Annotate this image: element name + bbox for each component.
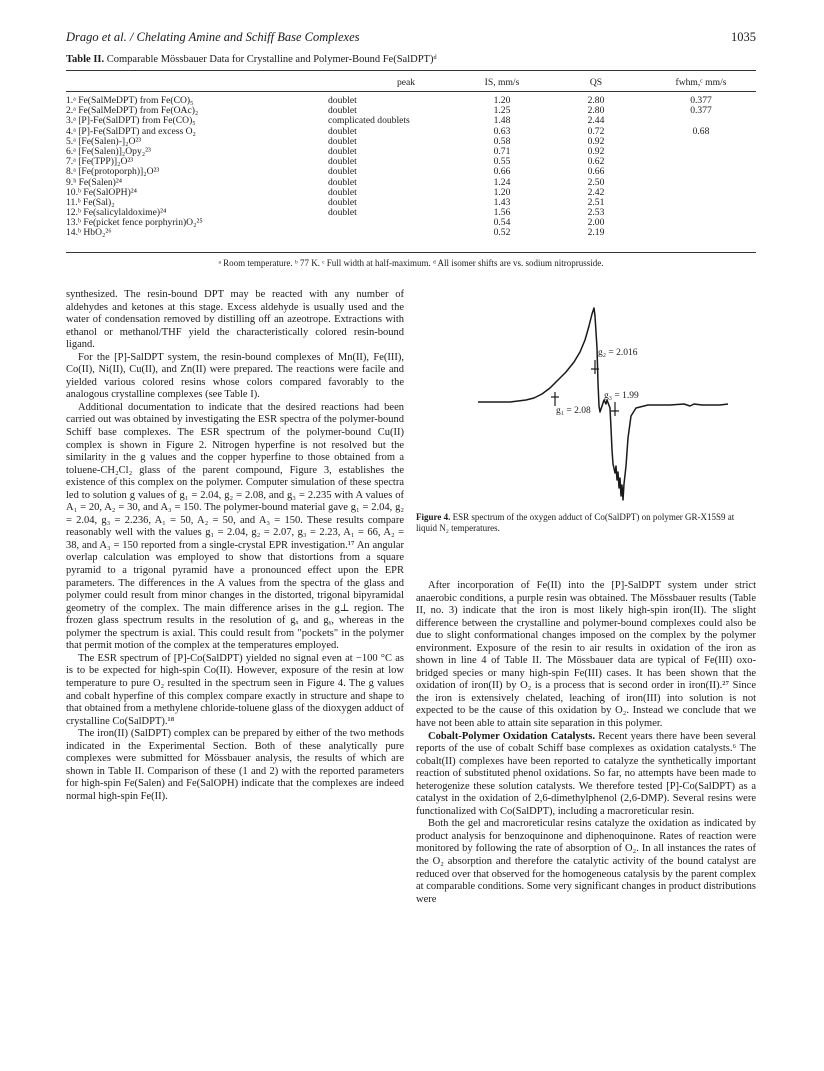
quadrupole-splitting-cell: 0.66 bbox=[587, 166, 605, 178]
mossbauer-table bbox=[66, 78, 756, 239]
isomer-shift-cell: 0.63 bbox=[493, 125, 511, 137]
compound-cell: 11.ᵇ Fe(Sal)₂ bbox=[66, 196, 115, 208]
g3-label: g₃ = 1.99 bbox=[604, 391, 639, 401]
quadrupole-splitting-cell: 0.92 bbox=[587, 135, 605, 147]
paragraph: Additional documentation to indicate that the desired reactions had been carried out was obtained by investigating the ESR spectra of the polymer-bound Schiff base complexes. The ESR spectrum of the polymer-bound Cu(II) complex is shown in Figure 2. Nitrogen hyperfine is not resolved but the similarity in the g values and the copper hyperfine to those obtained from a toluene-CH₂Cl₂ glass of the parent compound, Figure 3, establishes the existence of this complex on the polymer. Computer simulation of these spectra led to solution g values of g₁ = 2.04, g₂ = 2.08, and g₃ = 2.235 with A values of A₁ = 20, A₂ = 30, and A₃ = 150. The polymer-bound material gave g₁ = 2.04, g₂ = 2.04, g₃ = 2.236, A₁ = 50, A₂ = 50, and A₃ = 150. These results compare reasonably well with the values g₁ = 2.04, g₂ = 2.07, g₃ = 2.23, A₁ = 66, A₂ = 38, and A₃ = 150 reported from a single-crystal EPR investigation.¹⁷ An angular overlap calculation was employed to show that distortions from a square pyramid to a trigonal pyramid have a pronounced effect upon the EPR parameters. The differences in the A values from the spectra of the glass and polymer could result from minor changes in the distorted, trigonal bipyramidal geometry of the complex. The main difference arises in the g⊥ region. The frozen glass spectrum results in the resolution of gₓ and gᵧ, whereas in the polymer the spectrum is axial. This could result from "pockets" in the polymer that permit motion of the complex at the temperatures employed. bbox=[66, 401, 404, 652]
peak-cell: doublet bbox=[328, 176, 357, 188]
peak-cell: doublet bbox=[328, 125, 357, 137]
quadrupole-splitting-cell: 2.51 bbox=[587, 196, 605, 208]
peak-cell: doublet bbox=[328, 166, 357, 178]
compound-cell: 6.ᵃ [Fe(Salen)]₂Opy₂²³ bbox=[66, 145, 151, 157]
isomer-shift-cell: 1.20 bbox=[493, 95, 511, 106]
table-row bbox=[66, 127, 756, 137]
paragraph: After incorporation of Fe(II) into the [P]-SalDPT system under strict anaerobic conditions, a purple resin was obtained. The Mössbauer results (Table II, no. 3) indicate that the iron is most likely high-spin iron(II). The slight difference between the crystalline and polymer-bound complexes could also be due to slight conformational changes imposed on the complex by the polymer environment. Exposure of the resin to air results in oxidation of the iron as shown in line 4 of Table II. The Mössbauer data are typical of Fe(III) oxo-bridged species or many high-spin Fe(III) cases. It has been shown that the oxidation of iron(II) by O₂ is a process that is second order in iron(II).²⁷ Since the iron is extensively chelated, leaching of iron(III) into solution is not expected to be the cause of this oxidation by O₂. Instead we conclude that we have not been able to attain site separation in this polymer. bbox=[416, 580, 756, 730]
section-heading: Cobalt-Polymer Oxidation Catalysts. bbox=[428, 730, 595, 742]
isomer-shift-cell: 1.24 bbox=[493, 176, 511, 188]
isomer-shift-cell: 0.58 bbox=[493, 135, 511, 147]
isomer-shift-cell: 0.55 bbox=[493, 156, 511, 168]
table-row bbox=[66, 157, 756, 167]
compound-cell: 1.ᵃ Fe(SalMeDPT) from Fe(CO)₅ bbox=[66, 95, 194, 106]
right-column bbox=[416, 580, 756, 906]
table-row bbox=[66, 178, 756, 188]
quadrupole-splitting-cell: 2.80 bbox=[587, 105, 605, 117]
table-row bbox=[66, 167, 756, 177]
running-head bbox=[66, 30, 756, 48]
peak-cell: doublet bbox=[328, 145, 357, 157]
quadrupole-splitting-cell: 2.00 bbox=[587, 217, 605, 229]
quadrupole-splitting-cell: 0.92 bbox=[587, 145, 605, 157]
running-head-title: Drago et al. / Chelating Amine and Schiff Base Complexes bbox=[66, 30, 360, 44]
isomer-shift-cell: 1.25 bbox=[493, 105, 511, 117]
g1-label: g₁ = 2.08 bbox=[556, 406, 591, 416]
quadrupole-splitting-cell: 2.50 bbox=[587, 176, 605, 188]
esr-spectrum-trace bbox=[478, 308, 728, 500]
column-header: fwhm,ᶜ mm/s bbox=[675, 77, 727, 88]
peak-cell: doublet bbox=[328, 186, 357, 198]
peak-cell: doublet bbox=[328, 196, 357, 208]
compound-cell: 9.ᵇ Fe(Salen)²⁴ bbox=[66, 176, 123, 188]
paragraph: For the [P]-SalDPT system, the resin-bound complexes of Mn(II), Fe(III), Co(II), Ni(II), Cu(II), and Zn(II) were prepared. The reactions were facile and yielded various colored resins whose colors compared favorably to the analogous crystalline complexes (see Table I). bbox=[66, 351, 404, 401]
column-header: QS bbox=[589, 77, 603, 88]
compound-cell: 8.ᵃ [Fe(protoporph)]₂O²³ bbox=[66, 166, 160, 178]
paragraph: Both the gel and macroreticular resins catalyze the oxidation as indicated by product analysis for benzoquinone and diphenoquinone. Rates of reaction were monitored by following the rate of absorption of O₂. In all instances the rates of the O₂ absorption and therefore the catalytic activity of the bound catalyst are reduced over that observed for the homogeneous catalysis by the parent complex at comparable conditions. Some very significant changes in product distributions were bbox=[416, 818, 757, 905]
isomer-shift-cell: 1.43 bbox=[493, 196, 511, 208]
figure-caption-label: Figure 4. bbox=[416, 512, 451, 522]
isomer-shift-cell: 1.48 bbox=[493, 115, 511, 127]
paragraph: The iron(II) (SalDPT) complex can be prepared by either of the two methods indicated in the Experimental Section. Both of these analytically pure complexes were submitted for Mössbauer analysis, the results of which are shown in Table II. Comparison of these (1 and 2) with the reported parameters for high-spin Fe(Salen) and Fe(SalOPH) indicate that the complexes are indeed normal high-spin Fe(II). bbox=[66, 728, 404, 802]
quadrupole-splitting-cell: 2.42 bbox=[587, 186, 605, 198]
fwhm-cell: 0.377 bbox=[690, 105, 712, 117]
table-bottom-rule bbox=[66, 252, 756, 253]
quadrupole-splitting-cell: 0.62 bbox=[587, 156, 605, 168]
table-row bbox=[66, 218, 756, 228]
table-caption bbox=[66, 54, 756, 65]
isomer-shift-cell: 1.20 bbox=[493, 186, 511, 198]
table-footnote: ᵃ Room temperature. ᵇ 77 K. ᶜ Full width at half-maximum. ᵈ All isomer shifts are vs. sodium nitroprusside. bbox=[218, 258, 604, 268]
peak-cell: doublet bbox=[328, 207, 357, 219]
table-row bbox=[66, 228, 756, 238]
compound-cell: 14.ᵇ HbO₂²⁶ bbox=[66, 227, 112, 239]
quadrupole-splitting-cell: 2.44 bbox=[587, 115, 605, 127]
table-row bbox=[66, 147, 756, 157]
peak-cell: doublet bbox=[328, 95, 357, 106]
quadrupole-splitting-cell: 2.19 bbox=[587, 227, 605, 239]
quadrupole-splitting-cell: 2.80 bbox=[587, 95, 605, 106]
table-caption-text: Comparable Mössbauer Data for Crystalline and Polymer-Bound Fe(SalDPT)ᵈ bbox=[106, 54, 437, 65]
isomer-shift-cell: 0.71 bbox=[493, 145, 511, 157]
section-paragraph bbox=[416, 731, 756, 819]
paragraph: synthesized. The resin-bound DPT may be reacted with any number of aldehydes and ketones at this stage. Excess aldehyde is usually used and the water of condensation removed by distilling off an azeotrope. Extractions with ethanol or methanol/THF yield the characteristically colored resin-bound ligand. bbox=[66, 289, 404, 351]
compound-cell: 7.ᵃ [Fe(TPP)]₂O²³ bbox=[66, 156, 134, 168]
compound-cell: 4.ᵃ [P]-Fe(SalDPT) and excess O₂ bbox=[66, 125, 196, 137]
isomer-shift-cell: 0.54 bbox=[493, 217, 511, 229]
paragraph: The ESR spectrum of [P]-Co(SalDPT) yielded no signal even at −100 °C as is to be expected for high-spin Co(II). However, exposure of the resin at low temperature to pure O₂ resulted in the spectrum seen in Figure 4. The g values and cobalt hyperfine of this complex compare exactly in structure and shape to that obtained from a methylene chloride-toluene glass of the dioxygen adduct of crystalline Co(SalDPT).¹⁸ bbox=[66, 652, 404, 727]
isomer-shift-cell: 0.66 bbox=[493, 166, 511, 178]
compound-cell: 3.ᵃ [P]-Fe(SalDPT) from Fe(CO)₅ bbox=[66, 115, 196, 127]
section-text: Recent years there have been several reports of the use of cobalt Schiff base complexes as oxidation catalysts.⁶ The cobalt(II) complexes have been reported to catalyze the synthetically important reaction of substituted phenol oxidations. So far, no attempts have been made to heterogenize these solution catalysts. We therefore tested [P]-Co(SalDPT) as a catalyst in the oxidation of 2,6-dimethylphenol (2,6-DMP). Several resins were functionalized with Co(SalDPT), including a macroreticular resin. bbox=[416, 730, 756, 817]
left-column bbox=[66, 289, 404, 803]
peak-cell: doublet bbox=[328, 156, 357, 168]
table-caption-label: Table II. bbox=[66, 54, 105, 65]
isomer-shift-cell: 1.56 bbox=[493, 207, 511, 219]
g2-label: g₂ = 2.016 bbox=[598, 348, 638, 358]
table-top-rule bbox=[66, 70, 756, 71]
isomer-shift-cell: 0.52 bbox=[493, 227, 511, 239]
peak-cell: complicated doublets bbox=[328, 115, 410, 127]
table-row bbox=[66, 198, 756, 208]
compound-cell: 12.ᵇ Fe(salicylaldoxime)²⁴ bbox=[66, 207, 167, 219]
table-row bbox=[66, 137, 756, 147]
quadrupole-splitting-cell: 0.72 bbox=[587, 125, 605, 137]
column-header: IS, mm/s bbox=[484, 77, 520, 88]
table-row bbox=[66, 188, 756, 198]
quadrupole-splitting-cell: 2.53 bbox=[587, 207, 605, 219]
page-number: 1035 bbox=[731, 30, 756, 44]
table-body bbox=[66, 92, 756, 239]
peak-cell: doublet bbox=[328, 105, 357, 117]
fwhm-cell: 0.377 bbox=[690, 95, 712, 106]
compound-cell: 10.ᵇ Fe(SalOPH)²⁴ bbox=[66, 186, 138, 198]
fwhm-cell: 0.68 bbox=[692, 125, 710, 137]
esr-spectrum-figure bbox=[470, 288, 756, 508]
column-header: peak bbox=[396, 77, 416, 88]
table-header-row bbox=[66, 78, 756, 92]
figure-caption bbox=[416, 512, 756, 533]
compound-cell: 5.ᵃ [Fe(Salen)-]₂O²³ bbox=[66, 135, 142, 147]
figure-caption-text: ESR spectrum of the oxygen adduct of Co(SalDPT) on polymer GR-X15S9 at liquid N₂ temperatures. bbox=[416, 512, 735, 533]
peak-cell: doublet bbox=[328, 135, 357, 147]
compound-cell: 2.ᵃ Fe(SalMeDPT) from Fe(OAc)₂ bbox=[66, 105, 199, 117]
compound-cell: 13.ᵇ Fe(picket fence porphyrin)O₂²⁵ bbox=[66, 217, 203, 229]
